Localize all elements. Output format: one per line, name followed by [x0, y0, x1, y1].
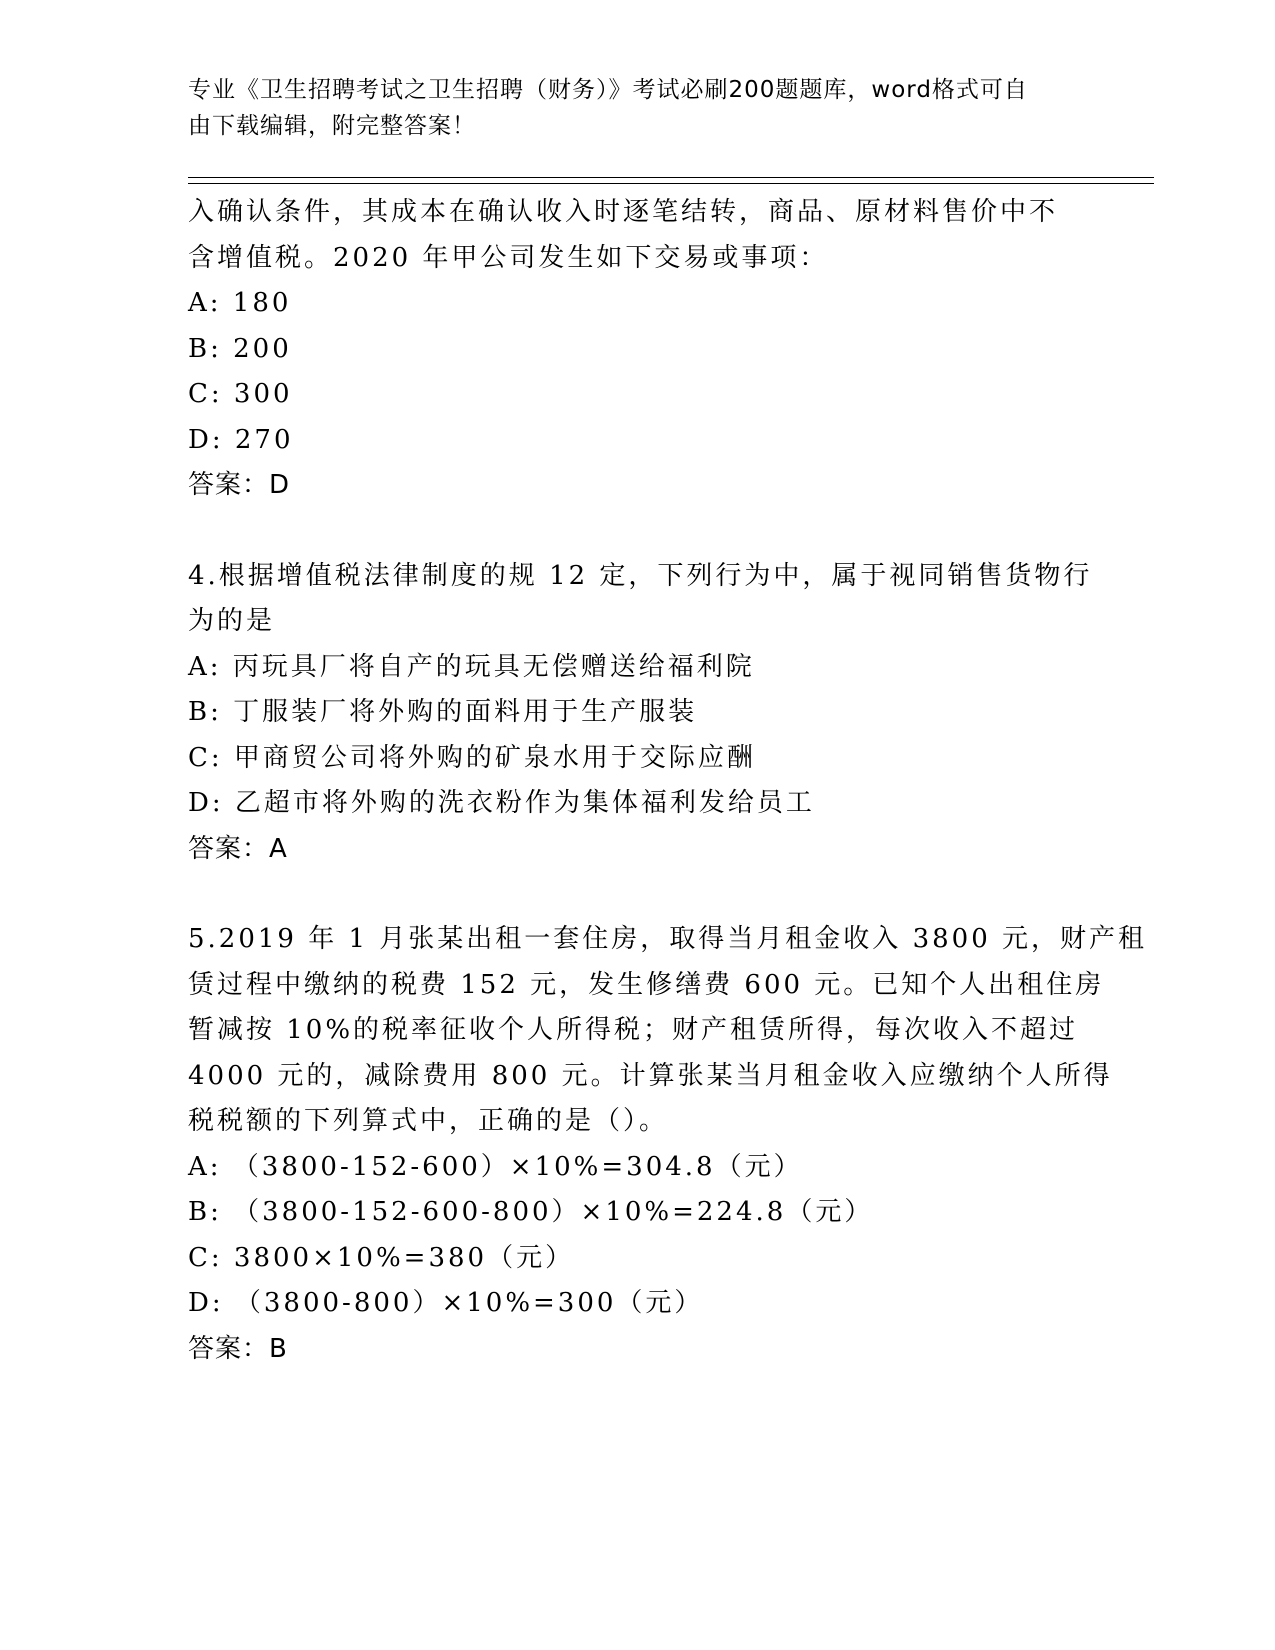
option-d: D: 乙超市将外购的洗衣粉作为集体福利发给员工: [188, 788, 815, 818]
option-c: C: 甲商贸公司将外购的矿泉水用于交际应酬: [188, 742, 756, 773]
option-c: C: 3800×10%=380（元）: [188, 1242, 575, 1273]
spacer: [188, 872, 1088, 917]
question-stem-line: 5.2019 年 1 月张某出租一套住房，取得当月租金收入 3800 元，财产租: [188, 924, 1148, 954]
option-b: B: 丁服装厂将外购的面料用于生产服装: [188, 697, 698, 727]
document-header: [188, 72, 1068, 144]
question-4: [188, 554, 1093, 873]
option-a: A: （3800-152-600）×10%=304.8（元）: [188, 1151, 803, 1182]
question-stem-line: 4.根据增值税法律制度的规 12 定，下列行为中，属于视同销售货物行: [188, 560, 1093, 591]
answer-line: 答案：B: [188, 1333, 288, 1364]
header-line-2: 由下载编辑，附完整答案！: [188, 113, 476, 139]
option-d: D: 270: [188, 424, 294, 455]
header-line-1: 专业《卫生招聘考试之卫生招聘（财务）》考试必刷200题题库，word格式可自: [188, 77, 1028, 103]
option-d: D: （3800-800）×10%=300（元）: [188, 1288, 704, 1318]
header-divider-bottom: [188, 183, 1154, 184]
option-b: B: 200: [188, 333, 292, 364]
question-stem-line: 4000 元的，减除费用 800 元。计算张某当月租金收入应缴纳个人所得: [188, 1060, 1113, 1091]
question-5: [188, 917, 1148, 1372]
answer-line: 答案：A: [188, 833, 288, 864]
answer-line: 答案：D: [188, 470, 291, 500]
question-3: [188, 190, 1088, 509]
option-b: B: （3800-152-600-800）×10%=224.8（元）: [188, 1197, 874, 1227]
option-a: A: 丙玩具厂将自产的玩具无偿赠送给福利院: [188, 651, 755, 682]
question-stem-line: 赁过程中缴纳的税费 152 元，发生修缮费 600 元。已知个人出租住房: [188, 969, 1105, 1000]
document-body: [188, 190, 1148, 1372]
spacer: [188, 509, 1088, 554]
question-stem-line: 为的是: [188, 606, 276, 636]
question-stem-line: 暂减按 10%的税率征收个人所得税；财产租赁所得，每次收入不超过: [188, 1015, 1079, 1045]
question-stem-line: 含增值税。2020 年甲公司发生如下交易或事项：: [188, 242, 829, 273]
question-stem-line: 入确认条件，其成本在确认收入时逐笔结转，商品、原材料售价中不: [188, 197, 1059, 227]
question-stem-line: 税税额的下列算式中，正确的是（）。: [188, 1106, 669, 1136]
option-a: A: 180: [188, 288, 292, 318]
option-c: C: 300: [188, 379, 293, 409]
header-divider-top: [188, 177, 1154, 178]
